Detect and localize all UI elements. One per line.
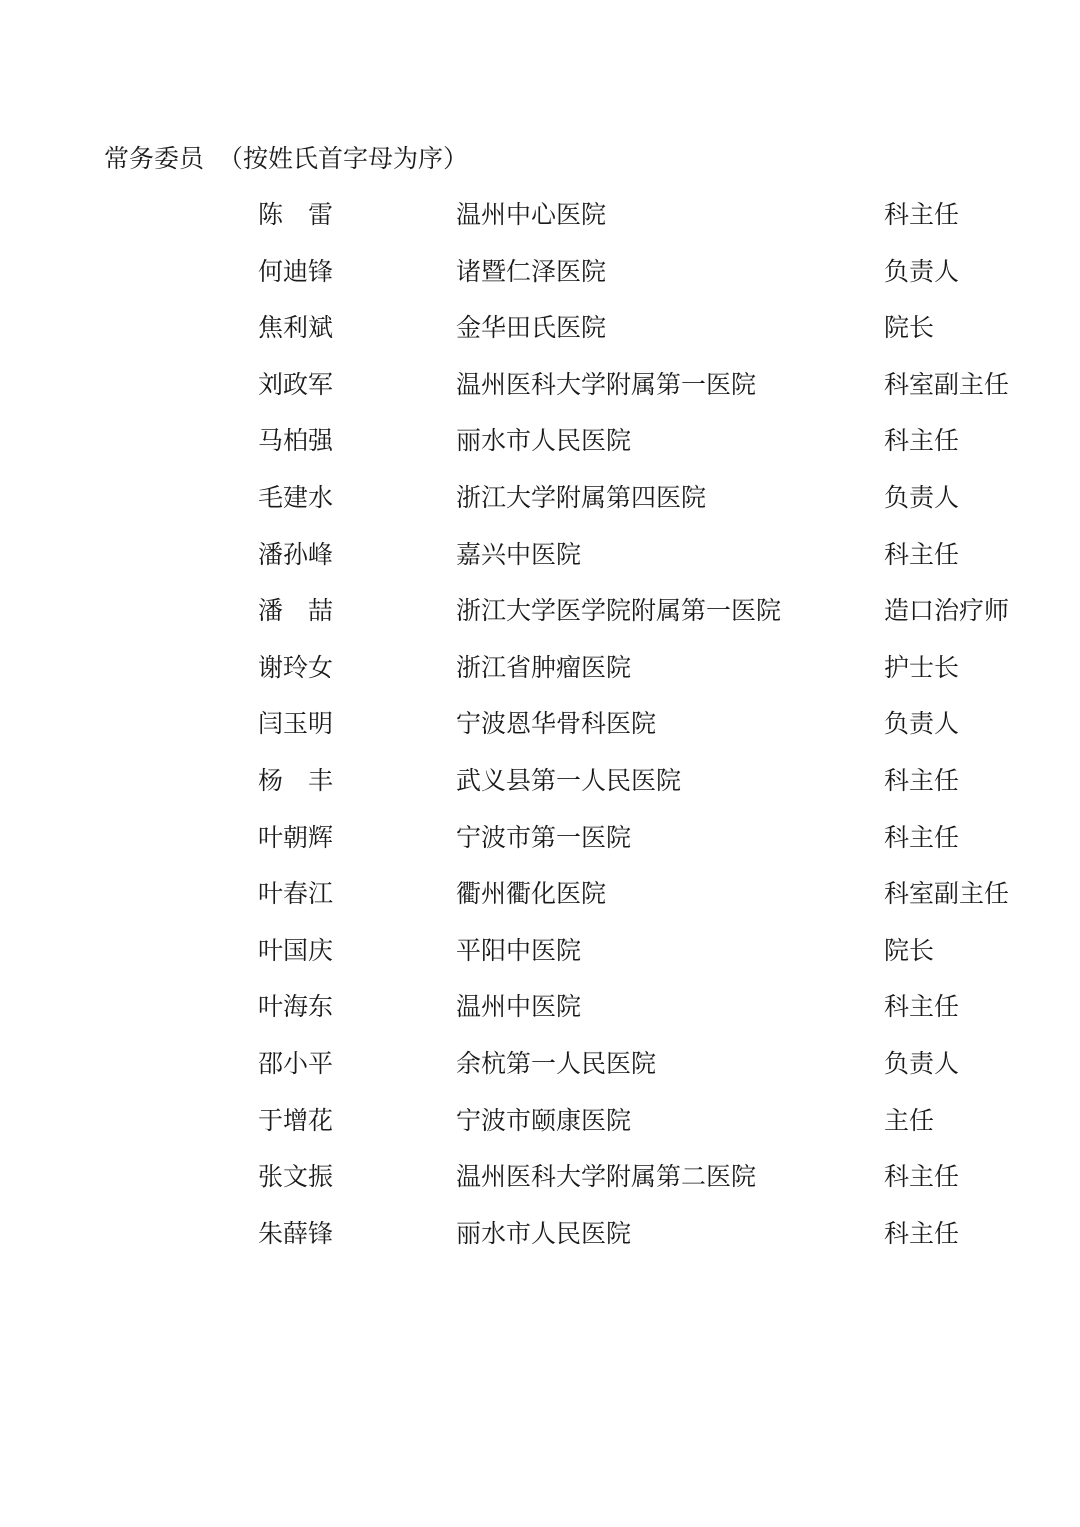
member-role: 科主任 <box>884 765 960 795</box>
member-hospital: 平阳中医院 <box>456 935 582 965</box>
member-hospital: 武义县第一人民医院 <box>456 765 682 795</box>
member-role: 院长 <box>884 935 935 965</box>
member-row <box>0 594 1080 651</box>
member-name: 谢玲女 <box>258 652 334 682</box>
member-role: 负责人 <box>884 709 960 739</box>
member-name: 朱薛锋 <box>258 1218 334 1248</box>
member-row <box>0 368 1080 425</box>
member-row <box>0 934 1080 991</box>
member-name: 何迪锋 <box>258 256 334 286</box>
section-heading <box>104 142 468 176</box>
member-row <box>0 877 1080 934</box>
member-hospital: 浙江省肿瘤医院 <box>456 652 632 682</box>
member-row <box>0 538 1080 595</box>
member-role: 院长 <box>884 313 935 343</box>
member-name: 陈 雷 <box>258 200 334 229</box>
member-hospital: 温州中心医院 <box>456 200 607 229</box>
member-name: 叶海东 <box>258 992 334 1022</box>
member-hospital: 温州医科大学附属第一医院 <box>456 369 757 399</box>
member-name: 焦利斌 <box>258 313 334 343</box>
member-row <box>0 764 1080 821</box>
member-name: 张文振 <box>258 1162 334 1192</box>
member-hospital: 宁波市颐康医院 <box>456 1105 632 1135</box>
member-name: 刘政军 <box>258 369 334 399</box>
member-role: 科主任 <box>884 822 960 852</box>
member-row <box>0 1047 1080 1104</box>
member-row <box>0 1104 1080 1161</box>
member-name: 叶国庆 <box>258 935 334 965</box>
member-hospital: 诸暨仁泽医院 <box>456 256 607 286</box>
member-row <box>0 311 1080 368</box>
member-role: 负责人 <box>884 1048 960 1078</box>
member-role: 主任 <box>884 1105 935 1135</box>
member-hospital: 温州医科大学附属第二医院 <box>456 1162 757 1192</box>
member-row <box>0 424 1080 481</box>
member-name: 于增花 <box>258 1105 334 1135</box>
member-hospital: 金华田氏医院 <box>456 313 607 343</box>
member-row <box>0 481 1080 538</box>
member-hospital: 丽水市人民医院 <box>456 1218 632 1248</box>
member-name: 闫玉明 <box>258 709 334 739</box>
member-role: 科主任 <box>884 1162 960 1192</box>
section-title: 常务委员 <box>104 144 205 173</box>
member-hospital: 浙江大学医学院附属第一医院 <box>456 596 782 626</box>
member-row <box>0 255 1080 312</box>
member-row <box>0 821 1080 878</box>
member-role: 负责人 <box>884 482 960 512</box>
member-row <box>0 198 1080 255</box>
member-hospital: 宁波恩华骨科医院 <box>456 709 657 739</box>
member-hospital: 余杭第一人民医院 <box>456 1048 657 1078</box>
member-role: 科主任 <box>884 200 960 229</box>
member-hospital: 衢州衢化医院 <box>456 879 607 909</box>
member-row <box>0 707 1080 764</box>
member-role: 科室副主任 <box>884 879 1010 909</box>
member-name: 杨 丰 <box>258 765 334 795</box>
member-name: 马柏强 <box>258 426 334 456</box>
member-name: 潘孙峰 <box>258 539 334 569</box>
member-role: 护士长 <box>884 652 960 682</box>
member-hospital: 丽水市人民医院 <box>456 426 632 456</box>
member-role: 科主任 <box>884 992 960 1022</box>
member-role: 负责人 <box>884 256 960 286</box>
member-row <box>0 1160 1080 1217</box>
member-name: 邵小平 <box>258 1048 334 1078</box>
member-list <box>0 198 1080 1273</box>
member-role: 科室副主任 <box>884 369 1010 399</box>
member-name: 叶朝辉 <box>258 822 334 852</box>
member-role: 科主任 <box>884 1218 960 1248</box>
member-role: 造口治疗师 <box>884 596 1010 626</box>
member-hospital: 浙江大学附属第四医院 <box>456 482 707 512</box>
section-note: （按姓氏首字母为序） <box>218 144 469 173</box>
member-role: 科主任 <box>884 426 960 456</box>
member-row <box>0 990 1080 1047</box>
member-role: 科主任 <box>884 539 960 569</box>
member-name: 叶春江 <box>258 879 334 909</box>
member-row <box>0 1217 1080 1274</box>
member-hospital: 温州中医院 <box>456 992 582 1022</box>
member-name: 毛建水 <box>258 482 334 512</box>
member-name: 潘 喆 <box>258 596 334 626</box>
member-row <box>0 651 1080 708</box>
member-hospital: 嘉兴中医院 <box>456 539 582 569</box>
member-hospital: 宁波市第一医院 <box>456 822 632 852</box>
